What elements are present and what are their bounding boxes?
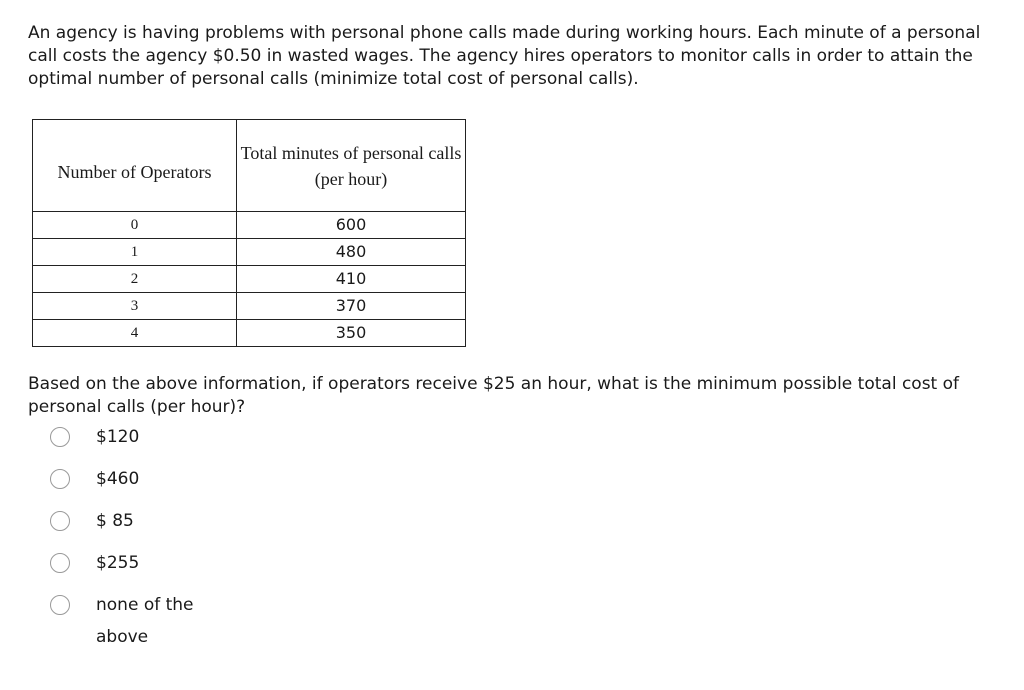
- radio-button[interactable]: [50, 511, 70, 531]
- radio-button[interactable]: [50, 427, 70, 447]
- table-row: [33, 212, 466, 239]
- radio-button[interactable]: [50, 553, 70, 573]
- operators-cell: 4: [33, 320, 237, 347]
- operators-cell: 1: [33, 239, 237, 266]
- table-row: [33, 293, 466, 320]
- minutes-cell: 600: [237, 212, 466, 239]
- minutes-cell: 480: [237, 239, 466, 266]
- header-total-minutes: Total minutes of personal calls (per hour): [237, 120, 466, 212]
- operators-cell: 2: [33, 266, 237, 293]
- operators-calls-table: [32, 119, 466, 347]
- table-row: [33, 239, 466, 266]
- question-intro: An agency is having problems with personal phone calls made during working hours. Each minute of a personal call costs the agency $0.50 in wasted wages. The agency hires operators to monitor calls in order to attain the optimal number of personal calls (minimize total cost of personal calls).: [28, 23, 981, 89]
- answer-option-label: $460: [96, 469, 140, 489]
- question-prompt: Based on the above information, if operators receive $25 an hour, what is the minimum possible total cost of personal calls (per hour)?: [28, 374, 960, 417]
- radio-button[interactable]: [50, 469, 70, 489]
- answer-option-label: none of the above: [96, 595, 194, 647]
- header-number-of-operators: Number of Operators: [33, 120, 237, 212]
- table-row: [33, 266, 466, 293]
- answer-option-label: $255: [96, 553, 140, 573]
- minutes-cell: 350: [237, 320, 466, 347]
- answer-option-label: $ 85: [96, 511, 134, 531]
- operators-cell: 3: [33, 293, 237, 320]
- table-header-row: [33, 120, 466, 212]
- answer-option-label: $120: [96, 427, 140, 447]
- table-row: [33, 320, 466, 347]
- minutes-cell: 370: [237, 293, 466, 320]
- operators-cell: 0: [33, 212, 237, 239]
- minutes-cell: 410: [237, 266, 466, 293]
- radio-button[interactable]: [50, 595, 70, 615]
